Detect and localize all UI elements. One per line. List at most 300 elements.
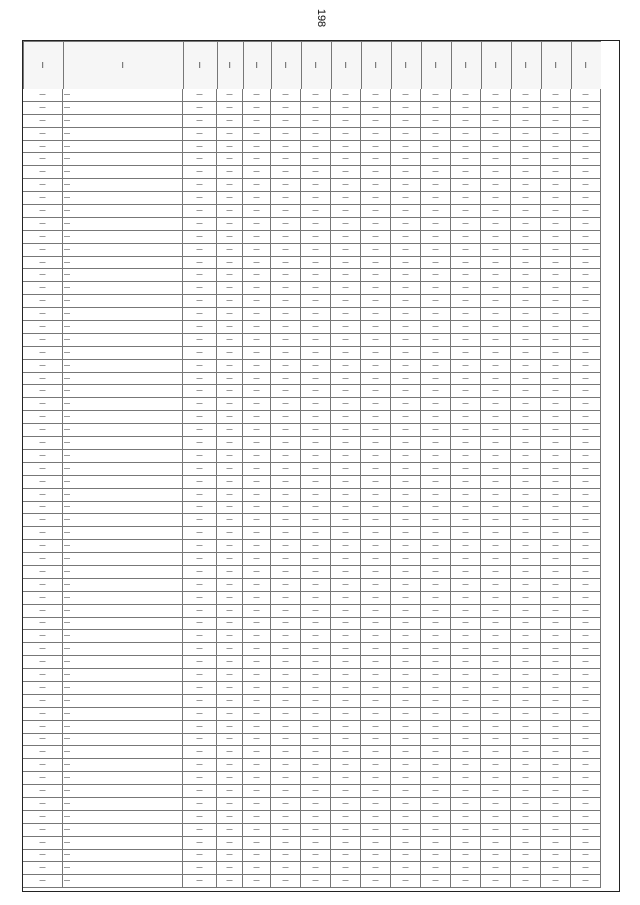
table-cell: — (511, 476, 541, 489)
table-cell: — (217, 605, 243, 618)
table-cell: — (63, 618, 183, 631)
table-cell: — (451, 759, 481, 772)
table-cell: — (511, 450, 541, 463)
table-cell: — (217, 282, 243, 295)
table-cell: — (541, 192, 571, 205)
table-cell: — (301, 502, 331, 515)
table-cell: — (481, 502, 511, 515)
table-cell: — (243, 476, 271, 489)
table-cell: — (391, 734, 421, 747)
table-cell: — (361, 89, 391, 102)
table-cell: — (63, 502, 183, 515)
table-cell: — (391, 295, 421, 308)
table-cell: — (481, 373, 511, 386)
table-cell: — (541, 656, 571, 669)
table-cell: — (301, 514, 331, 527)
table-cell: — (331, 373, 361, 386)
table-cell: — (571, 295, 601, 308)
table-cell: — (451, 282, 481, 295)
table-cell: — (421, 592, 451, 605)
table-cell: — (481, 669, 511, 682)
table-cell: — (63, 141, 183, 154)
table-cell: — (301, 89, 331, 102)
table-cell: — (243, 875, 271, 888)
table-cell: — (451, 540, 481, 553)
table-cell: — (541, 514, 571, 527)
table-cell: — (511, 669, 541, 682)
table-cell: — (183, 553, 217, 566)
table-cell: — (391, 605, 421, 618)
table-cell: — (331, 811, 361, 824)
table-cell: — (183, 463, 217, 476)
table-cell: — (23, 308, 63, 321)
table-cell: — (391, 837, 421, 850)
table-cell: — (511, 257, 541, 270)
table-cell: — (361, 205, 391, 218)
table-cell: — (481, 153, 511, 166)
table-cell: — (63, 850, 183, 863)
table-cell: — (571, 746, 601, 759)
table-cell: — (571, 205, 601, 218)
table-cell: — (421, 424, 451, 437)
table-cell: — (481, 141, 511, 154)
table-cell: — (243, 360, 271, 373)
table-cell: — (421, 128, 451, 141)
table-cell: — (361, 373, 391, 386)
table-cell: — (301, 772, 331, 785)
table-cell: — (391, 308, 421, 321)
table-cell: — (217, 244, 243, 257)
table-cell: — (451, 527, 481, 540)
table-cell: — (23, 527, 63, 540)
table-cell: — (63, 734, 183, 747)
table-cell: — (571, 257, 601, 270)
table-cell: — (421, 875, 451, 888)
table-cell: — (243, 605, 271, 618)
table-cell: — (63, 334, 183, 347)
table-cell: — (451, 476, 481, 489)
table-cell: — (481, 89, 511, 102)
table-cell: — (421, 772, 451, 785)
table-cell: — (511, 153, 541, 166)
table-cell: — (391, 618, 421, 631)
table-cell: — (571, 463, 601, 476)
table-cell: — (331, 489, 361, 502)
table-cell: — (243, 721, 271, 734)
table-cell: — (331, 656, 361, 669)
table-cell: — (63, 437, 183, 450)
table-cell: — (183, 850, 217, 863)
table-cell: — (217, 798, 243, 811)
table-cell: — (541, 746, 571, 759)
table-cell: — (301, 373, 331, 386)
table-cell: — (481, 321, 511, 334)
table-cell: — (271, 708, 301, 721)
table-cell: — (451, 463, 481, 476)
table-cell: — (421, 476, 451, 489)
table-cell: — (63, 321, 183, 334)
table-cell: — (541, 708, 571, 721)
table-cell: — (63, 450, 183, 463)
table-cell: — (183, 257, 217, 270)
table-cell: — (571, 502, 601, 515)
table-cell: — (63, 115, 183, 128)
table-cell: — (541, 205, 571, 218)
table-cell: — (391, 463, 421, 476)
table-cell: — (183, 721, 217, 734)
table-cell: — (271, 269, 301, 282)
table-cell: — (301, 618, 331, 631)
table-cell: — (481, 592, 511, 605)
page-number: 198 (315, 8, 328, 28)
table-cell: — (421, 630, 451, 643)
table-cell: — (183, 115, 217, 128)
table-cell: — (183, 734, 217, 747)
table-cell: — (571, 734, 601, 747)
table-cell: — (421, 695, 451, 708)
table-cell: — (511, 141, 541, 154)
table-header-cell: — (391, 41, 421, 89)
table-cell: — (63, 862, 183, 875)
table-cell: — (217, 153, 243, 166)
table-cell: — (451, 411, 481, 424)
table-cell: — (217, 759, 243, 772)
table-cell: — (331, 385, 361, 398)
table-cell: — (481, 553, 511, 566)
table-cell: — (63, 411, 183, 424)
table-cell: — (421, 437, 451, 450)
table-cell: — (391, 89, 421, 102)
table-cell: — (481, 115, 511, 128)
table-cell: — (421, 102, 451, 115)
table-cell: — (481, 424, 511, 437)
table-cell: — (451, 373, 481, 386)
table-cell: — (391, 630, 421, 643)
table-cell: — (361, 785, 391, 798)
table-cell: — (511, 656, 541, 669)
table-cell: — (243, 734, 271, 747)
table-cell: — (511, 489, 541, 502)
table-cell: — (511, 759, 541, 772)
table-cell: — (481, 798, 511, 811)
table-cell: — (183, 824, 217, 837)
table-cell: — (183, 656, 217, 669)
table-cell: — (217, 618, 243, 631)
table-cell: — (217, 824, 243, 837)
table-cell: — (301, 721, 331, 734)
table-cell: — (361, 837, 391, 850)
table-cell: — (23, 295, 63, 308)
table-cell: — (451, 153, 481, 166)
table-cell: — (571, 721, 601, 734)
table-cell: — (301, 605, 331, 618)
table-cell: — (571, 321, 601, 334)
table-cell: — (571, 875, 601, 888)
table-cell: — (63, 566, 183, 579)
table-cell: — (391, 321, 421, 334)
table-cell: — (421, 385, 451, 398)
table-cell: — (331, 579, 361, 592)
table-cell: — (271, 295, 301, 308)
table-cell: — (391, 450, 421, 463)
table-cell: — (23, 192, 63, 205)
table-cell: — (271, 463, 301, 476)
table-cell: — (541, 824, 571, 837)
table-cell: — (63, 579, 183, 592)
table-cell: — (511, 553, 541, 566)
table-cell: — (301, 476, 331, 489)
table-cell: — (421, 166, 451, 179)
table-cell: — (391, 282, 421, 295)
table-cell: — (243, 708, 271, 721)
table-cell: — (421, 141, 451, 154)
table-cell: — (391, 218, 421, 231)
table-cell: — (301, 862, 331, 875)
table-cell: — (481, 566, 511, 579)
table-cell: — (571, 811, 601, 824)
table-cell: — (183, 192, 217, 205)
table-cell: — (63, 489, 183, 502)
table-cell: — (421, 798, 451, 811)
table-cell: — (23, 244, 63, 257)
table-cell: — (63, 463, 183, 476)
table-cell: — (23, 360, 63, 373)
table-cell: — (391, 514, 421, 527)
table-cell: — (421, 205, 451, 218)
table-cell: — (541, 308, 571, 321)
table-cell: — (243, 205, 271, 218)
table-cell: — (541, 669, 571, 682)
table-cell: — (331, 630, 361, 643)
table-header-cell: — (243, 41, 271, 89)
table-cell: — (63, 656, 183, 669)
table-cell: — (271, 862, 301, 875)
table-header-cell: — (361, 41, 391, 89)
table-cell: — (217, 669, 243, 682)
table-cell: — (361, 244, 391, 257)
table-cell: — (23, 450, 63, 463)
table-cell: — (451, 669, 481, 682)
table-cell: — (331, 424, 361, 437)
table-cell: — (183, 579, 217, 592)
table-cell: — (511, 295, 541, 308)
table-cell: — (301, 463, 331, 476)
table-cell: — (217, 398, 243, 411)
table-cell: — (421, 153, 451, 166)
table-cell: — (217, 141, 243, 154)
table-cell: — (481, 682, 511, 695)
table-cell: — (23, 798, 63, 811)
table-cell: — (243, 102, 271, 115)
table-cell: — (421, 721, 451, 734)
table-cell: — (331, 540, 361, 553)
table-cell: — (183, 862, 217, 875)
table-header-cell: — (511, 41, 541, 89)
table-cell: — (63, 308, 183, 321)
table-cell: — (243, 385, 271, 398)
table-cell: — (183, 605, 217, 618)
table-cell: — (217, 205, 243, 218)
table-cell: — (391, 128, 421, 141)
table-cell: — (301, 218, 331, 231)
table-cell: — (511, 192, 541, 205)
table-cell: — (183, 566, 217, 579)
table-cell: — (217, 166, 243, 179)
table-cell: — (271, 811, 301, 824)
table-cell: — (63, 398, 183, 411)
table-cell: — (63, 269, 183, 282)
table-cell: — (481, 102, 511, 115)
table-cell: — (361, 257, 391, 270)
table-cell: — (481, 295, 511, 308)
table-cell: — (183, 398, 217, 411)
table-cell: — (271, 605, 301, 618)
table-cell: — (541, 862, 571, 875)
table-cell: — (481, 269, 511, 282)
table-cell: — (451, 218, 481, 231)
table-cell: — (511, 269, 541, 282)
table-cell: — (481, 463, 511, 476)
table-cell: — (23, 424, 63, 437)
table-cell: — (243, 540, 271, 553)
table-cell: — (183, 502, 217, 515)
table-cell: — (243, 282, 271, 295)
table-cell: — (391, 527, 421, 540)
table-cell: — (451, 566, 481, 579)
table-cell: — (243, 153, 271, 166)
table-cell: — (271, 141, 301, 154)
table-cell: — (361, 824, 391, 837)
table-cell: — (511, 566, 541, 579)
table-cell: — (571, 824, 601, 837)
table-cell: — (217, 553, 243, 566)
table-cell: — (421, 824, 451, 837)
table-cell: — (391, 141, 421, 154)
table-cell: — (23, 514, 63, 527)
table-cell: — (243, 269, 271, 282)
table-cell: — (183, 437, 217, 450)
table-cell: — (571, 128, 601, 141)
table-cell: — (481, 166, 511, 179)
table-cell: — (391, 862, 421, 875)
table-cell: — (541, 450, 571, 463)
table-cell: — (183, 540, 217, 553)
table-cell: — (481, 618, 511, 631)
table-cell: — (271, 579, 301, 592)
table-cell: — (361, 579, 391, 592)
table-cell: — (481, 759, 511, 772)
table-cell: — (271, 682, 301, 695)
table-cell: — (511, 411, 541, 424)
table-cell: — (391, 347, 421, 360)
table-cell: — (391, 437, 421, 450)
table-cell: — (63, 759, 183, 772)
table-cell: — (271, 179, 301, 192)
table-cell: — (391, 746, 421, 759)
table-cell: — (183, 514, 217, 527)
table-cell: — (451, 592, 481, 605)
table-cell: — (301, 798, 331, 811)
table-cell: — (361, 385, 391, 398)
table-cell: — (511, 540, 541, 553)
table-cell: — (331, 476, 361, 489)
table-cell: — (243, 527, 271, 540)
table-cell: — (451, 630, 481, 643)
table-cell: — (391, 385, 421, 398)
table-cell: — (481, 514, 511, 527)
table-cell: — (301, 592, 331, 605)
table-cell: — (271, 308, 301, 321)
table-cell: — (421, 373, 451, 386)
table-cell: — (63, 527, 183, 540)
table-cell: — (271, 424, 301, 437)
table-cell: — (451, 824, 481, 837)
table-cell: — (391, 656, 421, 669)
table-cell: — (183, 476, 217, 489)
table-cell: — (541, 489, 571, 502)
table-cell: — (243, 450, 271, 463)
table-cell: — (361, 295, 391, 308)
table-cell: — (23, 721, 63, 734)
table-cell: — (331, 850, 361, 863)
table-cell: — (451, 450, 481, 463)
table-cell: — (63, 192, 183, 205)
table-header-cell: — (301, 41, 331, 89)
table-cell: — (301, 785, 331, 798)
table-cell: — (243, 192, 271, 205)
table-cell: — (23, 669, 63, 682)
table-cell: — (481, 721, 511, 734)
table-cell: — (391, 875, 421, 888)
table-cell: — (361, 308, 391, 321)
table-cell: — (23, 708, 63, 721)
table-cell: — (271, 257, 301, 270)
table-cell: — (451, 734, 481, 747)
table-cell: — (421, 837, 451, 850)
table-cell: — (271, 734, 301, 747)
table-cell: — (331, 592, 361, 605)
table-cell: — (331, 166, 361, 179)
table-cell: — (271, 630, 301, 643)
table-cell: — (271, 824, 301, 837)
table-cell: — (361, 734, 391, 747)
table-cell: — (217, 321, 243, 334)
table-cell: — (63, 540, 183, 553)
table-cell: — (331, 798, 361, 811)
table-cell: — (63, 231, 183, 244)
table-cell: — (451, 205, 481, 218)
table-cell: — (63, 514, 183, 527)
table-cell: — (391, 476, 421, 489)
table-cell: — (511, 231, 541, 244)
table-cell: — (217, 708, 243, 721)
table-cell: — (23, 837, 63, 850)
table-cell: — (511, 179, 541, 192)
table-cell: — (301, 450, 331, 463)
table-cell: — (217, 489, 243, 502)
table-cell: — (481, 850, 511, 863)
table-cell: — (271, 721, 301, 734)
table-cell: — (243, 347, 271, 360)
table-cell: — (451, 334, 481, 347)
table-cell: — (63, 89, 183, 102)
table-cell: — (391, 153, 421, 166)
table-cell: — (451, 514, 481, 527)
table-header-cell: — (23, 41, 63, 89)
table-cell: — (271, 643, 301, 656)
table-cell: — (511, 721, 541, 734)
table-cell: — (361, 618, 391, 631)
